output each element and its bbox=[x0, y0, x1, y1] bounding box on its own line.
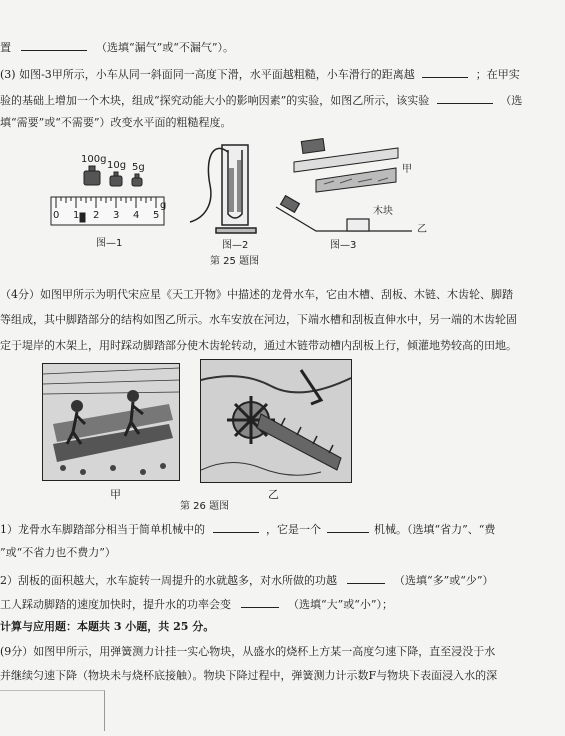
q25-line3-end: （选 bbox=[500, 94, 523, 107]
q27-line2 bbox=[0, 669, 497, 683]
figure-26-jia-label: 甲 bbox=[110, 488, 121, 501]
u-tube-manometer-icon bbox=[190, 145, 256, 233]
answer-blank[interactable] bbox=[241, 596, 279, 608]
weight-10g-label: 10g bbox=[107, 160, 127, 171]
ruler-tick-3: 3 bbox=[113, 210, 120, 221]
q26-sub1-mid: ，它是一个 bbox=[266, 523, 321, 536]
q26-line3 bbox=[0, 339, 517, 353]
weight-100g-label: 100g bbox=[81, 154, 107, 165]
q26-sub3 bbox=[0, 596, 393, 612]
q26-sub1-cont bbox=[0, 546, 116, 560]
ruler-tick-4: 4 bbox=[133, 210, 140, 221]
q25-line4-text: 填“需要”或“不需要”）改变水平面的粗糙程度。 bbox=[0, 116, 232, 129]
q26-line1-text: （4分）如图甲所示为明代宋应星《天工开物》中描述的龙骨水车，它由木槽、刮板、木链、木齿轮、脚踏 bbox=[0, 288, 513, 301]
q25-line1-prefix: 置 bbox=[0, 41, 11, 54]
q25-line3-text: 验的基础上增加一个木块，组成“探究动能大小的影响因素”的实验，如图乙所示，该实验 bbox=[0, 94, 430, 107]
ruler-tick-5: 5 bbox=[153, 210, 160, 221]
q26-sub1-hint: 机械。（选填“省力”、“费 bbox=[374, 523, 496, 536]
q26-line1 bbox=[0, 288, 513, 302]
q25-line1-hint: （选填“漏气”或“不漏气”）。 bbox=[96, 41, 234, 54]
ruler-tick-2: 2 bbox=[93, 210, 100, 221]
q26-sub2 bbox=[0, 572, 494, 588]
figure-25 bbox=[0, 0, 565, 270]
q27-line2-text: 并继续匀速下降（物块未与烧杯底接触）。物块下降过程中，弹簧测力计示数F与物块下表面浸入水的深 bbox=[0, 669, 498, 682]
answer-blank[interactable] bbox=[213, 521, 259, 533]
ruler-tick-1: 1 bbox=[73, 210, 80, 221]
fig3-yi-label: 乙 bbox=[417, 224, 427, 235]
fig3-jia-label: 甲 bbox=[402, 164, 412, 175]
q26-line3-text: 定于堤岸的木架上，用时踩动脚踏部分使木齿轮转动，通过木链带动槽内刮板上行，倾灌地势较高的田地。 bbox=[0, 339, 517, 352]
figure-25-caption: 第 25 题图 bbox=[210, 256, 260, 267]
figure-26-yi-image bbox=[200, 359, 352, 483]
dragon-bone-waterwheel-illustration bbox=[43, 364, 179, 480]
q26-sub3-text: 工人踩动脚踏的速度加快时，提升水的功率会变 bbox=[0, 598, 231, 611]
fig1-caption: 图—1 bbox=[96, 238, 123, 249]
q26-sub2-hint: （选填“多”或“少”） bbox=[394, 574, 494, 587]
figure-26-jia-image bbox=[42, 363, 180, 481]
q26-line2 bbox=[0, 313, 517, 327]
answer-blank[interactable] bbox=[327, 521, 369, 533]
weight-10g-icon bbox=[110, 172, 122, 186]
q25-line2-end: ；在甲实 bbox=[475, 68, 520, 81]
q26-sub1-hint-cont: ”或“不省力也不费力”） bbox=[0, 546, 116, 559]
ruler-tick-0: 0 bbox=[53, 210, 60, 221]
weight-5g-icon bbox=[132, 174, 142, 186]
fig3-block-label: 木块 bbox=[373, 206, 393, 217]
weight-100g-icon bbox=[84, 166, 100, 185]
section-heading-text: 计算与应用题：本题共 3 小题，共 25 分。 bbox=[0, 620, 215, 633]
answer-blank[interactable] bbox=[347, 572, 385, 584]
page-corner-border bbox=[0, 690, 105, 731]
pedal-gear-illustration bbox=[201, 360, 351, 482]
figure-26-yi-label: 乙 bbox=[268, 488, 279, 501]
weight-5g-label: 5g bbox=[132, 162, 145, 173]
q26-sub1 bbox=[0, 521, 495, 537]
q26-sub3-hint: （选填“大”或“小”）； bbox=[288, 598, 393, 611]
incline-jia-icon bbox=[294, 139, 398, 192]
ruler-scale bbox=[51, 197, 167, 225]
q27-line1-text: (9分）如图甲所示，用弹簧测力计挂一实心物块，从盛水的烧杯上方某一高度匀速下降，直至浸没于水 bbox=[0, 645, 496, 658]
fig3-caption: 图—3 bbox=[330, 240, 357, 251]
fig2-caption: 图—2 bbox=[222, 240, 249, 251]
q27-line1 bbox=[0, 645, 495, 659]
q26-sub2-text: 2）刮板的面积越大，水车旋转一周提升的水就越多，对水所做的功越 bbox=[0, 574, 337, 587]
q26-sub1-text: 1）龙骨水车脚踏部分相当于简单机械中的 bbox=[0, 523, 205, 536]
figure-25-drawing bbox=[0, 0, 565, 270]
ruler-unit: g bbox=[160, 200, 167, 211]
section-heading bbox=[0, 620, 214, 634]
q26-line2-text: 等组成，其中脚踏部分的结构如图乙所示。水车安放在河边，下端水槽和刮板直伸水中，另一端的木齿轮固 bbox=[0, 313, 517, 326]
figure-26-caption: 第 26 题图 bbox=[180, 501, 230, 512]
q25-line2-text: (3) 如图-3甲所示，小车从同一斜面同一高度下滑，水平面越粗糙，小车滑行的距离越 bbox=[0, 68, 415, 81]
